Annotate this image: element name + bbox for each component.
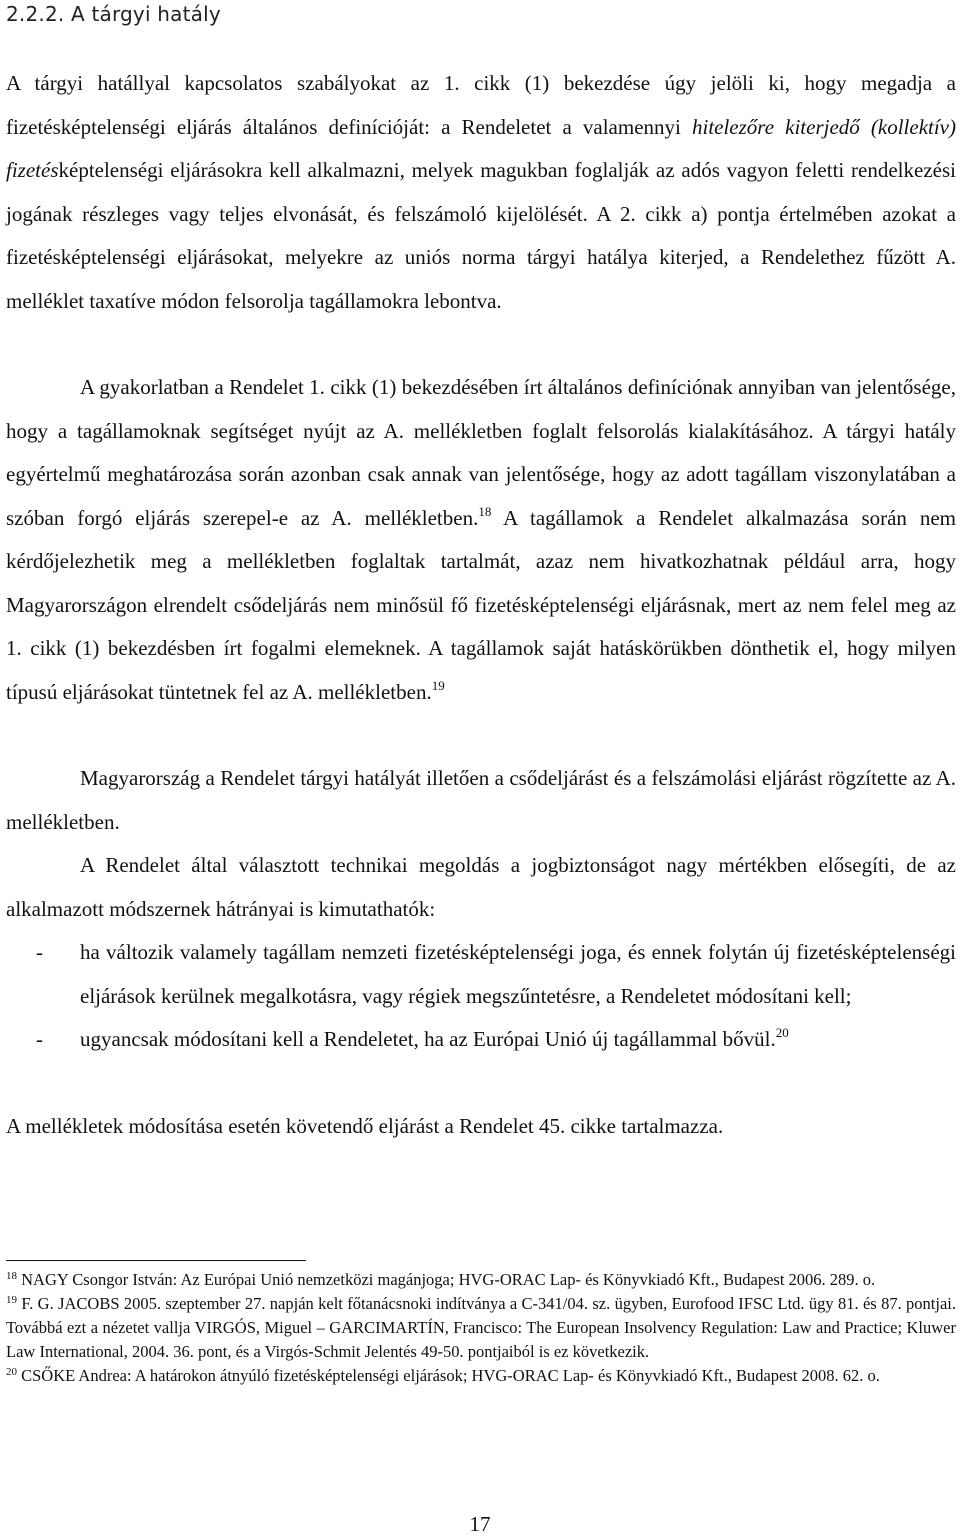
footnote-text: F. G. JACOBS 2005. szeptember 27. napján kelt főtanácsnoki indítványa a C-341/04. sz. ügyben, Eurofood IFSC Ltd. ügy 81. és 87. pontjai. Továbbá ezt a nézetet vallja VIRGÓS, Miguel – GARCIMARTÍN, Francisco: The European Insolvency Regulation: Law and Practice; Kluwer Law International, 2004. 36. pont, és a Virgós-Schmit Jelentés 49-50. pontjaiból is ez következik. <box>6 1294 956 1361</box>
list-item-text: ha változik valamely tagállam nemzeti fizetésképtelenségi joga, és ennek folytán új fizetésképtelenségi eljárások kerülnek megalkotásra, vagy régiek megszűntetésre, a Rendeletet módosítani kell; <box>80 940 956 1008</box>
list-item <box>6 1018 956 1062</box>
list-item-text: ugyancsak módosítani kell a Rendeletet, ha az Európai Unió új tagállammal bővül. <box>80 1027 776 1051</box>
footnote-number: 20 <box>6 1366 17 1378</box>
paragraph-annex-amendment: A mellékletek módosítása esetén követendő eljárást a Rendelet 45. cikke tartalmazza. <box>6 1114 724 1138</box>
footnote-text: NAGY Csongor István: Az Európai Unió nemzetközi magánjoga; HVG-ORAC Lap- és Könyvkiadó Kft., Budapest 2006. 289. o. <box>17 1270 876 1289</box>
page-number: 17 <box>469 1512 491 1536</box>
footnote-19 <box>6 1292 956 1364</box>
footnote-ref-19[interactable]: 19 <box>431 677 445 693</box>
footnote-separator <box>6 1260 306 1261</box>
footnote-number: 18 <box>6 1270 17 1282</box>
footnotes <box>6 1268 956 1388</box>
paragraph-practice <box>6 366 956 714</box>
footnote-ref-18[interactable]: 18 <box>478 503 492 519</box>
drawbacks-list <box>6 931 956 1062</box>
paragraph-text: A gyakorlatban a Rendelet 1. cikk (1) bekezdésében írt általános definíciónak annyiban van jelentősége, hogy a tagállamoknak segítséget nyújt az A. mellékletben foglalt felsorolás kialakításához. A tárgyi hatály egyértelmű meghatározása során azonban csak annak van jelentősége, hogy az adott tagállam viszonylatában a szóban forgó eljárás szerepel-e az A. mellékletben. <box>6 375 956 530</box>
list-dash: - <box>36 940 43 964</box>
paragraph-technique: A Rendelet által választott technikai megoldás a jogbiztonságot nagy mértékben elősegíti, de az alkalmazott módszernek hátrányai is kimutathatók: <box>6 853 956 921</box>
paragraph-text: A tagállamok a Rendelet alkalmazása során nem kérdőjelezhetik meg a mellékletben foglaltak tartalmát, azaz nem hivatkozhatnak például arra, hogy Magyarországon elrendelt csődeljárás nem minősül fő fizetésképtelenségi eljárásnak, mert az nem felel meg az 1. cikk (1) bekezdésben írt fogalmi elemeknek. A tagállamok saját hatáskörükben dönthetik el, hogy milyen típusú eljárásokat tüntetnek fel az A. mellékletben. <box>6 505 956 704</box>
footnote-number: 19 <box>6 1294 17 1306</box>
paragraph-text: képtelenségi eljárásokra kell alkalmazni, melyek magukban foglalják az adós vagyon feletti rendelkezési jogának részleges vagy teljes elvonását, és felszámoló kijelölését. A 2. cikk a) pontja értelmében azokat a fizetésképtelenségi eljárásokat, melyekre az uniós norma tárgyi hatálya kiterjed, a Rendelethez fűzött A. melléklet taxatíve módon felsorolja tagállamokra lebontva. <box>6 158 956 313</box>
list-item <box>6 931 956 1018</box>
italic-phrase: hitelezőre kiterjedő (kollektív) fizetés <box>6 114 956 182</box>
list-dash: - <box>36 1027 43 1051</box>
paragraph-hungary: Magyarország a Rendelet tárgyi hatályát illetően a csődeljárást és a felszámolási eljárást rögzítette az A. mellékletben. <box>6 766 956 834</box>
footnote-20 <box>6 1364 956 1388</box>
section-heading: 2.2.2. A tárgyi hatály <box>6 2 221 26</box>
paragraph-scope-definition <box>6 62 956 323</box>
paragraph-text: A tárgyi hatállyal kapcsolatos szabályokat az 1. cikk (1) bekezdése úgy jelöli ki, hogy megadja a fizetésképtelenségi eljárás általános definícióját: a Rendeletet a valamennyi <box>6 71 956 139</box>
footnote-text: CSŐKE Andrea: A határokon átnyúló fizetésképtelenségi eljárások; HVG-ORAC Lap- és Könyvkiadó Kft., Budapest 2008. 62. o. <box>17 1366 880 1385</box>
footnote-ref-20[interactable]: 20 <box>775 1025 789 1040</box>
footnote-18 <box>6 1268 956 1292</box>
